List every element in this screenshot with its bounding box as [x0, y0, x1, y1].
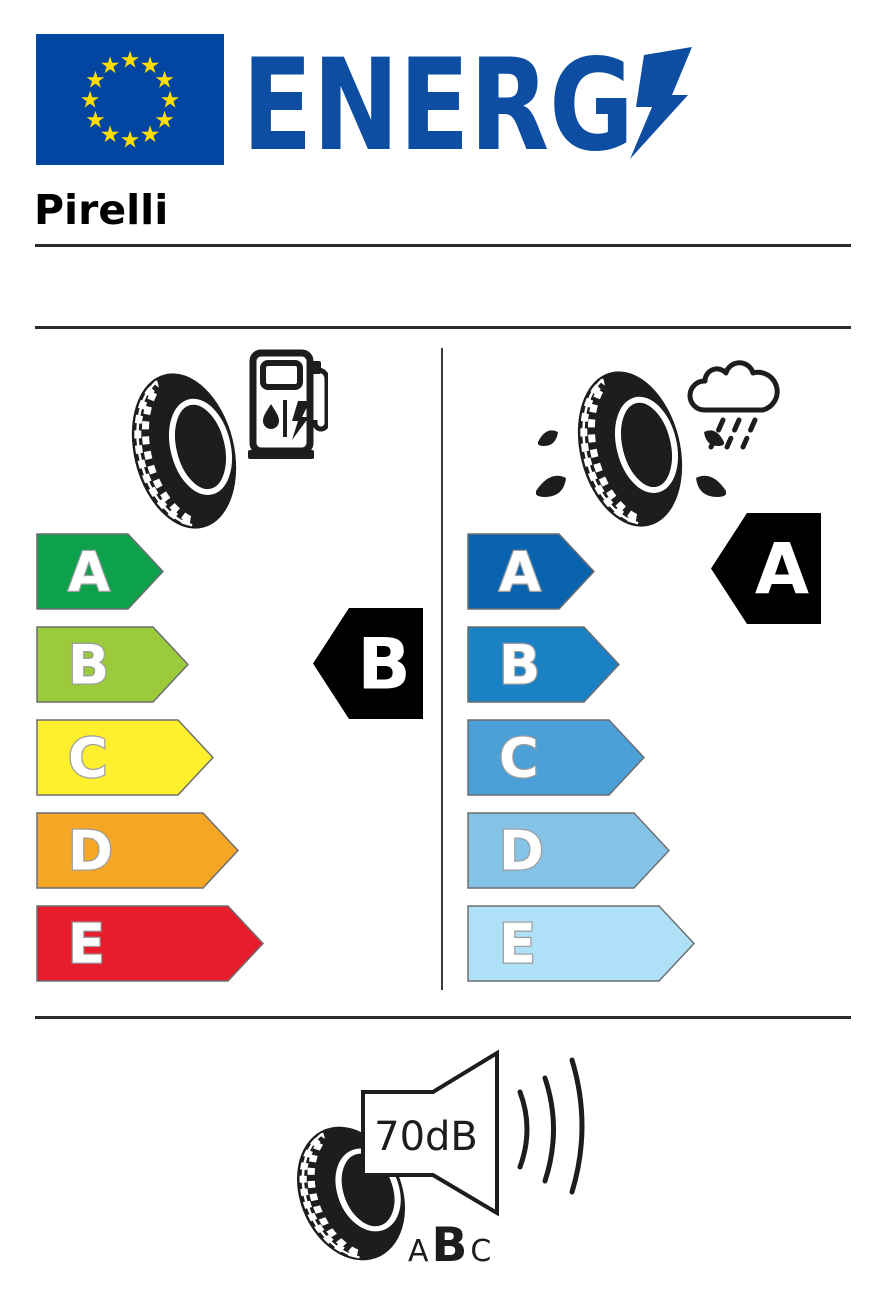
rating-bar: [36, 905, 264, 982]
noise-class-c: C: [470, 1234, 492, 1269]
rating-bar: [36, 812, 239, 889]
noise-class-a: A: [408, 1234, 429, 1269]
svg-text:★: ★: [159, 87, 181, 114]
rating-bar-letter: A: [499, 540, 541, 604]
svg-text:★: ★: [119, 47, 141, 74]
rain-drops-icon: [711, 420, 755, 447]
rating-bar-letter: B: [499, 633, 541, 697]
sound-wave-icon: [520, 1060, 582, 1192]
rating-bar-letter: E: [499, 912, 536, 976]
horizontal-rule: [35, 326, 851, 329]
svg-text:★: ★: [139, 122, 161, 149]
fuel-efficiency-scale: [36, 533, 316, 993]
svg-text:★: ★: [99, 122, 121, 149]
svg-text:★: ★: [154, 67, 175, 94]
rating-bar-letter: D: [499, 819, 544, 883]
wet-grip-scale: [467, 533, 747, 993]
wet-grip-class-indicator: [710, 512, 822, 625]
rating-bar: [36, 533, 164, 610]
eu-flag-icon: [36, 34, 224, 165]
noise-class-b: B: [431, 1218, 468, 1273]
rating-bar: [36, 626, 189, 703]
rating-bar-letter: E: [68, 912, 105, 976]
fuel-pump-icon: [246, 348, 328, 460]
selected-class-letter: A: [754, 528, 810, 611]
rating-bar-letter: C: [68, 726, 108, 790]
rating-bar: [467, 719, 645, 796]
horizontal-rule: [35, 1016, 851, 1019]
rating-bar: [467, 905, 695, 982]
column-divider: [441, 348, 443, 990]
rating-bar: [36, 719, 214, 796]
rain-cloud-icon: [683, 346, 783, 451]
lightning-bolt-icon: [630, 47, 692, 159]
svg-text:★: ★: [99, 52, 121, 79]
svg-text:★: ★: [85, 67, 106, 94]
svg-text:★: ★: [154, 107, 175, 134]
rating-bar-letter: D: [68, 819, 113, 883]
rating-bar: [467, 626, 620, 703]
noise-value: 70dB: [374, 1114, 478, 1160]
rating-bar-letter: B: [68, 633, 110, 697]
fuel-class-indicator: [312, 607, 424, 720]
energ-logo: [240, 45, 705, 163]
brand-name: Pirelli: [34, 186, 169, 234]
horizontal-rule: [35, 244, 851, 247]
svg-text:★: ★: [119, 127, 141, 154]
rating-bar-letter: C: [499, 726, 539, 790]
rating-bar: [467, 812, 670, 889]
svg-text:★: ★: [79, 87, 101, 114]
rating-bar: [467, 533, 595, 610]
selected-class-letter: B: [357, 623, 411, 706]
svg-text:★: ★: [85, 107, 106, 134]
svg-text:★: ★: [139, 52, 161, 79]
noise-class-scale: [408, 1218, 492, 1273]
energ-logo-text: ENERG: [242, 45, 634, 163]
rating-bar-letter: A: [68, 540, 110, 604]
tyre-icon: [128, 368, 240, 534]
